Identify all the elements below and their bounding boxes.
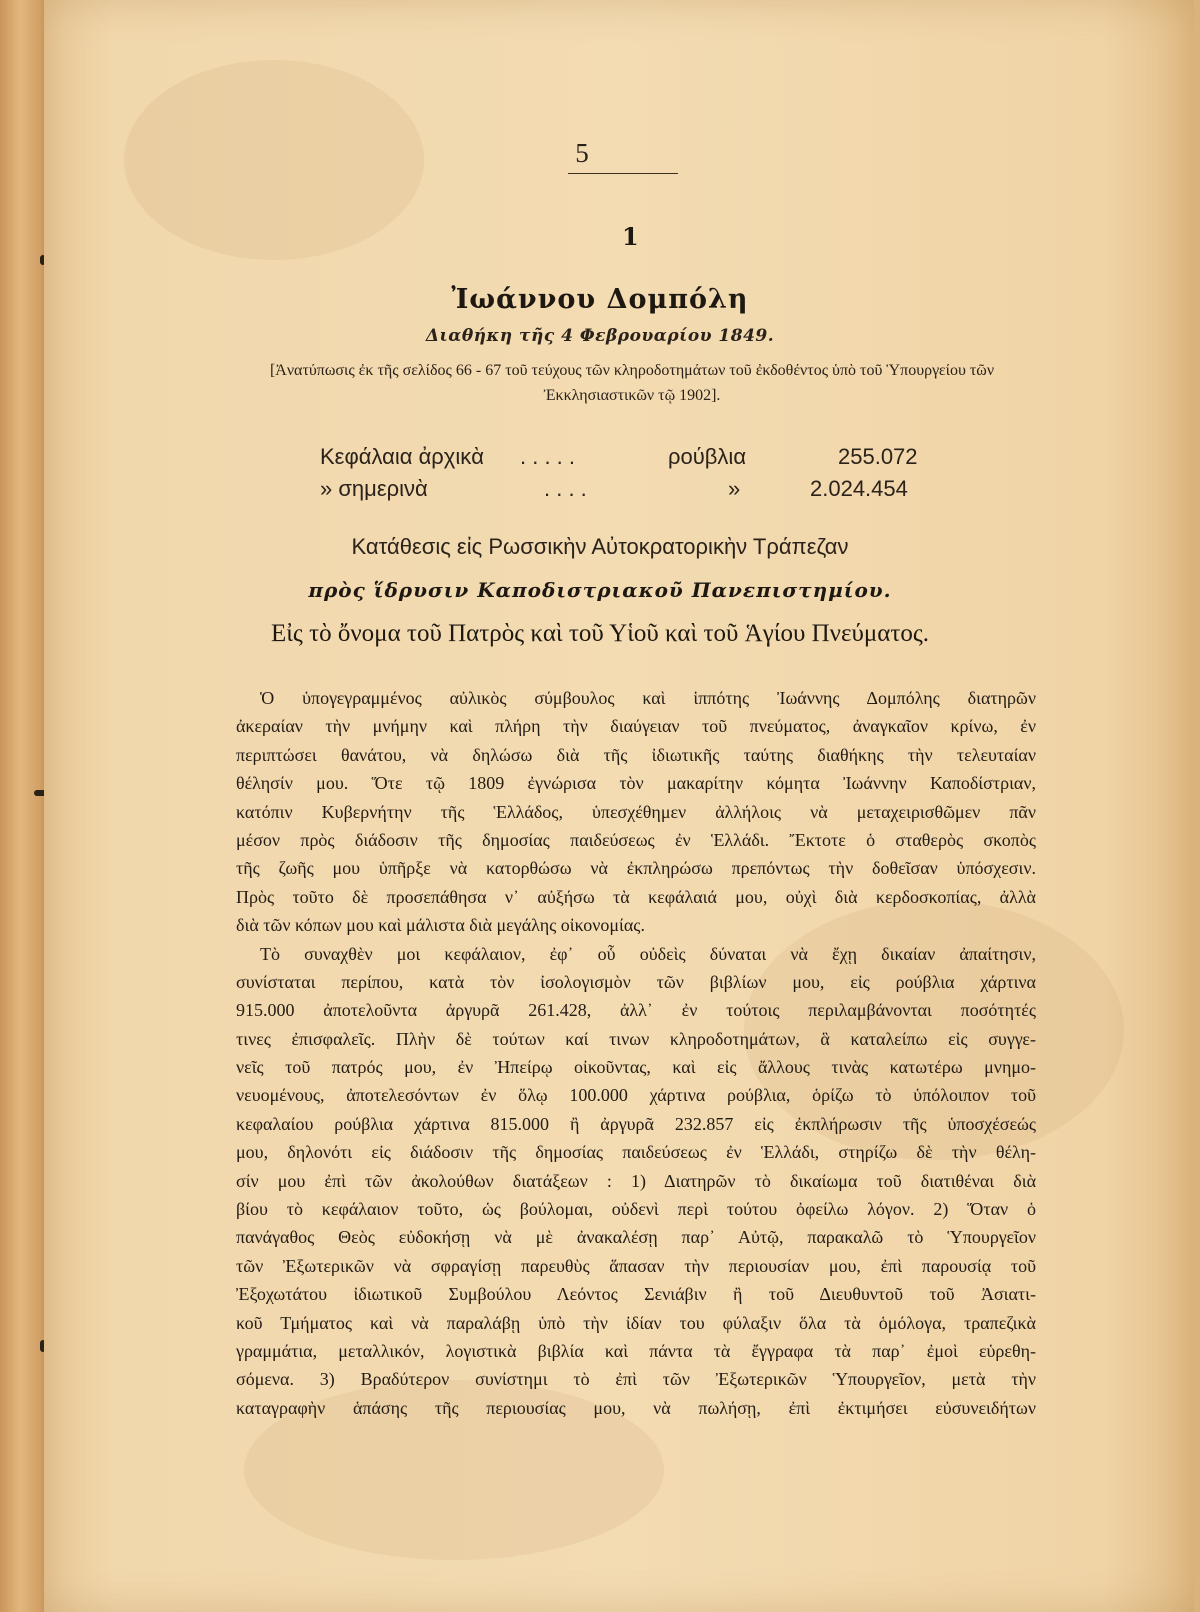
body-line: Πρὸς τοῦτο δὲ προσεπάθησα ν᾿ αὐξήσω τὰ κεφάλαιά μου, οὐχὶ διὰ κερδοσκοπίας, ἀλλὰ xyxy=(236,886,1036,907)
body-line: μέσον πρὸς διάδοσιν τῆς δημοσίας παιδεύσεως ἐν Ἑλλάδι. Ἔκτοτε ὁ σταθερὸς σκοπὸς xyxy=(236,829,1036,850)
body-line: γραμμάτια, μεταλλικόν, λογιστικὰ βιβλία καὶ πάντα τὰ ἔγγραφα τὰ παρ᾿ ἐμοὶ εὑρεθη- xyxy=(236,1340,1036,1361)
capital-currency: » xyxy=(728,476,741,501)
document-number: 1 xyxy=(622,222,639,251)
body-line: τῆς ζωῆς μου ὑπῆρξε νὰ κατορθώσω νὰ ἐκπληρώσω πρεπόντως τὴν δοθεῖσαν ὑπόσχεσιν. xyxy=(236,858,1036,879)
document-title: Ἰωάννου Δομπόλη xyxy=(451,284,749,315)
document-subtitle: Διαθήκη τῆς 4 Φεβρουαρίου 1849. xyxy=(425,326,775,346)
body-line: νευομένους, ἀποτελεσόντων ἐν ὅλῳ 100.000 χάρτινα ρούβλια, ὁρίζω τὸ ὑπόλοιπον τοῦ xyxy=(236,1085,1036,1106)
body-line: καταγραφὴν ἁπάσης τῆς περιουσίας μου, νὰ πωλήσῃ, ἐπὶ ἐκτιμήσει εὐσυνειδήτων xyxy=(236,1397,1036,1418)
capital-dots: . . . . . xyxy=(520,444,576,469)
body-line: μου, δηλονότι εἰς διάδοσιν τῆς δημοσίας παιδεύσεως ἐν Ἑλλάδι, στηρίζω δὲ τὴν θέλη- xyxy=(236,1142,1036,1163)
body-line: κατόπιν Κυβερνήτην τῆς Ἑλλάδος, ὑπεσχέθημεν ἀλλήλοις νὰ μεταχειρισθῶμεν πᾶν xyxy=(236,801,1036,822)
body-line: τῶν Ἐξωτερικῶν νὰ σφραγίσῃ παρευθὺς ἅπασαν τὴν περιουσίαν μου, ἐπὶ παρουσίᾳ τοῦ xyxy=(236,1255,1036,1276)
body-line: ἀκεραίαν τὴν μνήμην καὶ πλήρη τὴν διαύγειαν τοῦ πνεύματος, ἀναγκαῖον κρίνω, ἐν xyxy=(236,716,1036,737)
paper-stain xyxy=(124,60,424,260)
body-line: πανάγαθος Θεὸς εὐδοκήσῃ νὰ μὲ ἀνακαλέσῃ παρ᾿ Αὐτῷ, παρακαλῶ τὸ Ὑπουργεῖον xyxy=(236,1227,1036,1248)
will-body-text xyxy=(236,684,1036,1422)
body-line: κοῦ Τμήματος καὶ νὰ παραλάβῃ ὑπὸ τὴν ἰδίαν του φύλαξιν ὅλα τὰ ὁμόλογα, τραπεζικὰ xyxy=(236,1312,1036,1333)
capital-label: » σημερινὰ xyxy=(320,476,428,501)
page-number: 5 xyxy=(575,138,589,168)
body-line: σόμενα. 3) Βραδύτερον συνίστημι τὸ ἐπὶ τῶν Ἐξωτερικῶν Ὑπουργεῖον, μετὰ τὴν xyxy=(236,1369,1036,1390)
purpose-heading: πρὸς ἵδρυσιν Καποδιστριακοῦ Πανεπιστημίου. xyxy=(308,578,892,602)
invocation: Εἰς τὸ ὄνομα τοῦ Πατρὸς καὶ τοῦ Υἱοῦ καὶ τοῦ Ἁγίου Πνεύματος. xyxy=(270,620,930,647)
body-line: Ἐξοχωτάτου ἰδιωτικοῦ Συμβούλου Λεόντος Σενιάβιν ἢ τοῦ Διευθυντοῦ τοῦ Ἀσιατι- xyxy=(236,1284,1036,1305)
body-line: συνίσταται περίπου, κατὰ τὸν ἰσολογισμὸν τῶν βιβλίων μου, εἰς ρούβλια χάρτινα xyxy=(236,971,1036,992)
deposit-heading: Κατάθεσις εἰς Ρωσσικὴν Αὐτοκρατορικὴν Τράπεζαν xyxy=(351,534,849,559)
body-line: βίου τὸ κεφάλαιον τοῦτο, ὡς βούλομαι, οὐδενὶ περὶ τούτου ὀφείλω λόγον. 2) Ὅταν ὁ xyxy=(236,1199,1036,1220)
body-line: περιπτώσει θανάτου, νὰ δηλώσω διὰ τῆς ἰδιωτικῆς ταύτης διαθήκης τὴν τελευταίαν xyxy=(236,744,1036,765)
body-line: κεφαλαίου ρούβλια χάρτινα 815.000 ἢ ἀργυρᾶ 232.857 εἰς ἐκπλήρωσιν τῆς ὑποσχέσεώς xyxy=(236,1113,1036,1134)
body-line: διὰ τῶν κόπων μου καὶ μάλιστα διὰ μεγάλης οἰκονομίας. xyxy=(236,915,645,936)
body-line: 915.000 ἀποτελοῦντα ἀργυρᾶ 261.428, ἀλλ᾿ ἐν τούτοις περιλαμβάνονται ποσότητές xyxy=(236,1000,1036,1021)
source-note: [Ἀνατύπωσις ἐκ τῆς σελίδος 66 - 67 τοῦ τεύχους τῶν κληροδοτημάτων τοῦ ἐκδοθέντος ὑπὸ τοῦ Ὑπουργείου τῶν Ἐκκλησιαστικῶν τῷ 1902]. xyxy=(269,362,995,404)
capital-amount: 2.024.454 xyxy=(810,476,908,501)
body-line: σίν μου ἐπὶ τῶν ἀκολούθων διατάξεων : 1) Διατηρῶν τὸ δικαίωμα τοῦ διατιθέναι διὰ xyxy=(236,1170,1036,1191)
capital-label: Κεφάλαια ἀρχικὰ xyxy=(320,444,484,469)
body-line: νεῖς τοῦ πατρός μου, ἐν Ἠπείρῳ οἰκοῦντας, καὶ εἰς ἄλλους τινὰς κατωτέρω μνημο- xyxy=(236,1057,1036,1078)
capital-currency: ρούβλια xyxy=(668,444,747,469)
body-line: Ὁ ὑπογεγραμμένος αὐλικὸς σύμβουλος καὶ ἱππότης Ἰωάννης Δομπόλης διατηρῶν xyxy=(260,688,1036,708)
page-number-rule xyxy=(568,173,678,174)
capital-dots: . . . . xyxy=(544,476,587,501)
body-line: Τὸ συναχθὲν μοι κεφάλαιον, ἐφ᾿ οὗ οὐδεὶς δύναται νὰ ἔχῃ δικαίαν ἀπαίτησιν, xyxy=(260,943,1036,964)
body-line: τινες ἐπισφαλεῖς. Πλὴν δὲ τούτων καί τινων κληροδοτημάτων, ἃ καταλείπω εἰς συγγε- xyxy=(236,1028,1036,1049)
body-line: θέλησίν μου. Ὅτε τῷ 1809 ἐγνώρισα τὸν μακαρίτην κόμητα Ἰωάννην Καποδίστριαν, xyxy=(236,773,1036,794)
capital-amount: 255.072 xyxy=(838,444,918,469)
